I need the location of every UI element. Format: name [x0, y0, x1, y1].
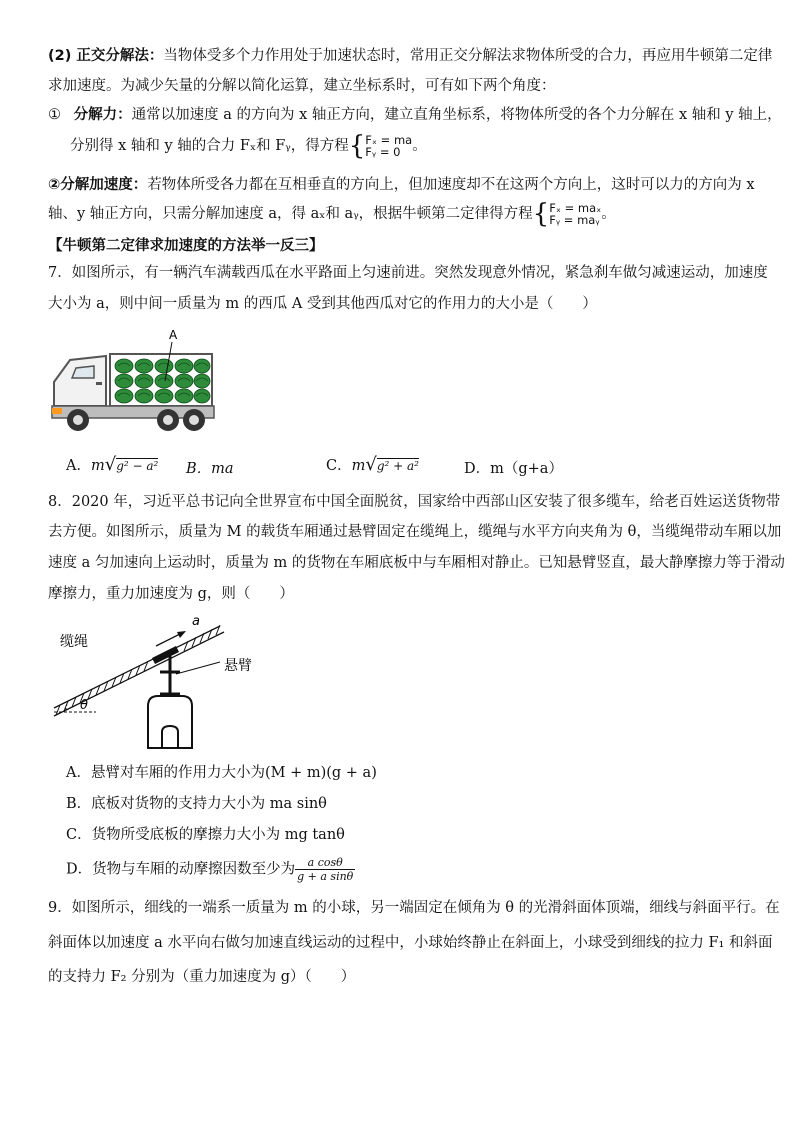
q8-line-2: 去方便。如图所示，质量为 M 的载货车厢通过悬臂固定在缆绳上，缆绳与水平方向夹角为 θ，当缆绳带动车厢以加: [48, 524, 782, 540]
point-2-heading: ②分解加速度：: [48, 177, 148, 193]
sqrt-sign: √: [104, 454, 117, 475]
q7-option-c[interactable]: [326, 454, 419, 475]
q9-line-2: 斜面体以加速度 a 水平向右做匀加速直线运动的过程中，小球始终静止在斜面上，小球受到细线的拉力 F₁ 和斜面: [48, 935, 773, 951]
q8-option-b[interactable]: B．底板对货物的支持力大小为 ma sinθ: [66, 796, 327, 812]
truck-watermelon-figure: [48, 324, 218, 434]
point-1-text-2: 分别得 x 轴和 y 轴的合力 Fₓ和 Fᵧ，得方程: [70, 138, 349, 154]
q7-option-d[interactable]: D．m（g+a）: [464, 461, 563, 477]
q8-option-d[interactable]: [66, 856, 355, 883]
intro-heading: (2) 正交分解法：: [48, 48, 164, 64]
cable-car-figure: [46, 612, 286, 752]
cable-car-cabin: [148, 696, 192, 748]
equation-1b: Fᵧ = 0: [365, 145, 401, 159]
arm-pointer: [176, 662, 220, 674]
sqrt-sign: √: [365, 454, 377, 475]
intro-text-1: 当物体受多个力作用处于加速状态时，常用正交分解法求物体所受的合力，再应用牛顿第二定律: [163, 48, 773, 64]
q7-line-2: 大小为 a，则中间一质量为 m 的西瓜 A 受到其他西瓜对它的作用力的大小是（ ）: [48, 296, 597, 312]
point-2-line-2: [48, 198, 754, 230]
point-1-line-2: [70, 130, 754, 162]
arm-label: 悬臂: [224, 658, 252, 674]
watermelons: [115, 359, 210, 403]
point-2-end: 。: [601, 206, 616, 222]
acceleration-arrow: [156, 633, 182, 646]
equation-system-2: [549, 202, 601, 226]
angle-label: θ: [80, 698, 88, 713]
cable-label: 缆绳: [60, 634, 88, 650]
q8-option-c[interactable]: C．货物所受底板的摩擦力大小为 mg tanθ: [66, 827, 345, 843]
section-title: 【牛顿第二定律求加速度的方法举一反三】: [48, 238, 324, 254]
q7-line-1: 7．如图所示，有一辆汽车满载西瓜在水平路面上匀速前进。突然发现意外情况，紧急刹车做匀减速运动，加速度: [48, 265, 768, 281]
door-handle: [96, 382, 102, 385]
q9-line-3: 的支持力 F₂ 分别为（重力加速度为 g）（ ）: [48, 969, 356, 985]
q8-line-4: 摩擦力，重力加速度为 g，则（ ）: [48, 586, 294, 602]
equation-2b: Fᵧ = maᵧ: [549, 213, 600, 227]
watermelon-a-label: A: [169, 328, 178, 342]
fraction-numerator: a cosθ: [295, 856, 355, 870]
point-2-text-2: 轴、y 轴正方向，只需分解加速度 a，得 aₓ和 aᵧ，根据牛顿第二定律得方程: [48, 206, 533, 222]
q7-option-a-radicand: g² − a²: [116, 459, 159, 473]
equation-2a: Fₓ = maₓ: [549, 201, 602, 215]
point-1-number: ①: [48, 107, 61, 123]
q7-option-c-radicand: g² + a²: [376, 459, 419, 473]
q7-option-a-m: m: [90, 458, 105, 474]
q8-option-a[interactable]: A．悬臂对车厢的作用力大小为(M + m)(g + a): [66, 765, 377, 781]
q8-line-1: 8．2020 年，习近平总书记向全世界宣布中国全面脱贫，国家给中西部山区安装了很多缆车，给老百姓运送货物带: [48, 494, 781, 510]
equation-1a: Fₓ = ma: [365, 133, 413, 147]
point-1-text: 通常以加速度 a 的方向为 x 轴正方向，建立直角坐标系，将物体所受的各个力分解在 x 轴和 y 轴上，: [131, 107, 782, 123]
q7-option-c-label: C．: [326, 458, 352, 474]
q8-option-d-text: D．货物与车厢的动摩擦因数至少为: [66, 861, 296, 878]
point-1-line-1: [48, 105, 782, 125]
point-2-line-1: [48, 175, 754, 195]
intro-line-1: [48, 46, 773, 66]
q9-line-1: 9．如图所示，细线的一端系一质量为 m 的小球，另一端固定在倾角为 θ 的光滑斜面体顶端，细线与斜面平行。在: [48, 900, 780, 916]
truck-light: [52, 408, 62, 414]
q7-option-a-label: A．: [66, 458, 91, 474]
equation-brace-2: {: [532, 199, 550, 229]
equation-system-1: [365, 134, 412, 158]
q7-option-c-m: m: [351, 458, 366, 474]
equation-brace-1: {: [348, 131, 366, 161]
acceleration-label: a: [192, 614, 200, 629]
point-2-text: 若物体所受各力都在互相垂直的方向上，但加速度却不在这两个方向上，这时可以力的方向为 x: [147, 177, 755, 193]
truck-cab: [54, 356, 106, 406]
intro-line-2: 求加速度。为减少矢量的分解以简化运算，建立坐标系时，可有如下两个角度：: [48, 78, 556, 94]
q7-option-b[interactable]: B．ma: [186, 461, 234, 477]
arrow-head: [177, 631, 186, 638]
q8-line-3: 速度 a 匀加速向上运动时，质量为 m 的货物在车厢底板中与车厢相对静止。已知悬臂竖直，最大静摩擦力等于滑动: [48, 555, 785, 571]
q8-option-d-fraction: [295, 856, 355, 883]
point-1-heading: 分解力：: [73, 107, 132, 123]
q7-option-a[interactable]: [66, 454, 158, 475]
cab-window: [72, 366, 94, 378]
point-1-end: 。: [412, 138, 427, 154]
fraction-denominator: g + a sinθ: [297, 870, 354, 883]
